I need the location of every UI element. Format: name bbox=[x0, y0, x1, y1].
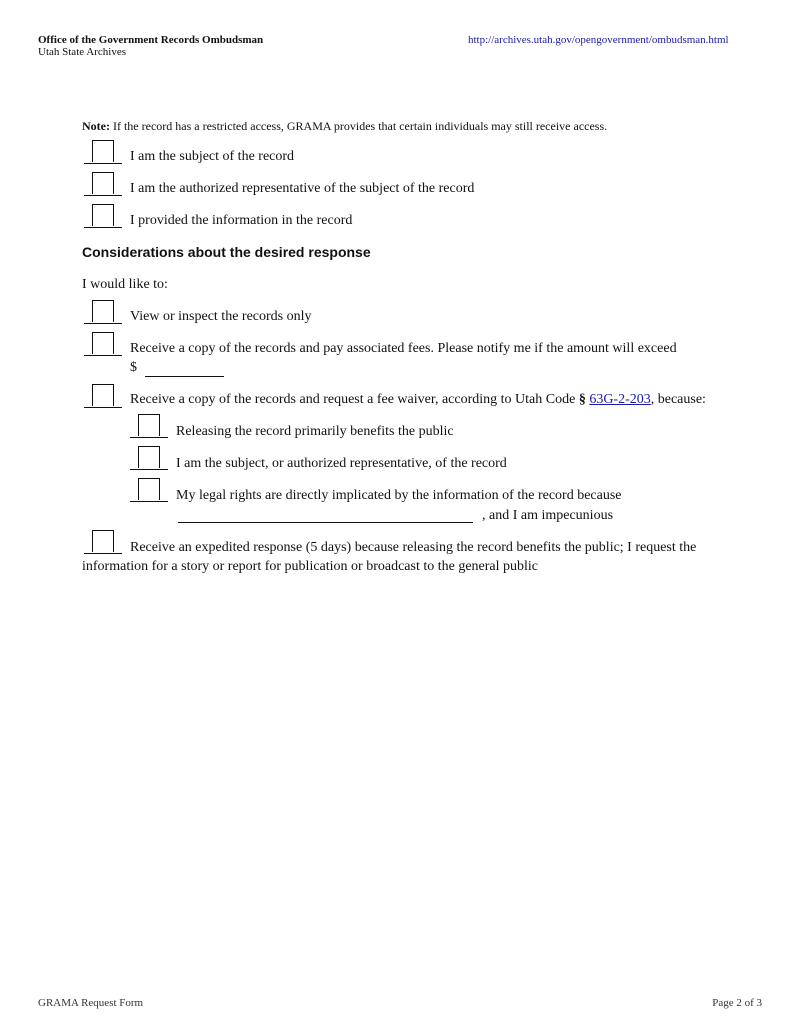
ombudsman-url[interactable]: http://archives.utah.gov/opengovernment/ombudsman.html bbox=[468, 34, 729, 46]
copy-fees-checkbox[interactable] bbox=[84, 332, 122, 356]
provided-information-checkbox[interactable] bbox=[84, 204, 122, 228]
expedited-option-label: Receive an expedited response (5 days) because releasing the record benefits the public; I request the bbox=[130, 540, 697, 555]
impecunious-text: , and I am impecunious bbox=[482, 508, 614, 523]
provided-information-option-label: I provided the information in the record bbox=[130, 213, 353, 228]
fee-waiver-checkbox[interactable] bbox=[84, 384, 122, 408]
fee-waiver-option-label bbox=[130, 392, 706, 408]
copy-fees-option-label: Receive a copy of the records and pay associated fees. Please notify me if the amount will exceed bbox=[130, 341, 677, 356]
section-heading: Considerations about the desired response bbox=[82, 244, 371, 260]
fee-waiver-because: , because: bbox=[650, 392, 706, 407]
intro-text: I would like to: bbox=[82, 277, 168, 292]
note-label: Note: bbox=[82, 119, 110, 133]
restricted-access-note bbox=[82, 119, 607, 134]
authorized-representative-option-label: I am the authorized representative of the subject of the record bbox=[130, 181, 475, 196]
public-benefit-checkbox[interactable] bbox=[130, 414, 168, 438]
expedited-checkbox[interactable] bbox=[84, 530, 122, 554]
public-benefit-option-label: Releasing the record primarily benefits the public bbox=[176, 424, 454, 439]
subject-waiver-checkbox[interactable] bbox=[130, 446, 168, 470]
page-number: Page 2 of 3 bbox=[712, 997, 762, 1009]
office-subtitle: Utah State Archives bbox=[38, 46, 126, 58]
section-sign: § bbox=[578, 392, 586, 407]
legal-rights-option-label: My legal rights are directly implicated by the information of the record because bbox=[176, 488, 622, 503]
subject-waiver-option-label: I am the subject, or authorized representative, of the record bbox=[176, 456, 507, 471]
utah-code-link[interactable]: 63G-2-203 bbox=[589, 392, 651, 407]
fee-limit-field[interactable] bbox=[145, 376, 224, 377]
dollar-sign: $ bbox=[130, 360, 137, 375]
office-title: Office of the Government Records Ombudsman bbox=[38, 34, 264, 46]
subject-option-label: I am the subject of the record bbox=[130, 149, 295, 164]
legal-rights-checkbox[interactable] bbox=[130, 478, 168, 502]
note-text: If the record has a restricted access, GRAMA provides that certain individuals may still receive access. bbox=[109, 119, 608, 133]
fee-waiver-text: Receive a copy of the records and request a fee waiver, according to Utah Code bbox=[130, 392, 579, 407]
subject-checkbox[interactable] bbox=[84, 140, 122, 164]
legal-rights-explanation-field[interactable] bbox=[178, 522, 473, 523]
authorized-representative-checkbox[interactable] bbox=[84, 172, 122, 196]
expedited-option-label-continued: information for a story or report for publication or broadcast to the general public bbox=[82, 559, 539, 574]
view-checkbox[interactable] bbox=[84, 300, 122, 324]
form-name: GRAMA Request Form bbox=[38, 997, 144, 1009]
view-option-label: View or inspect the records only bbox=[130, 309, 312, 324]
